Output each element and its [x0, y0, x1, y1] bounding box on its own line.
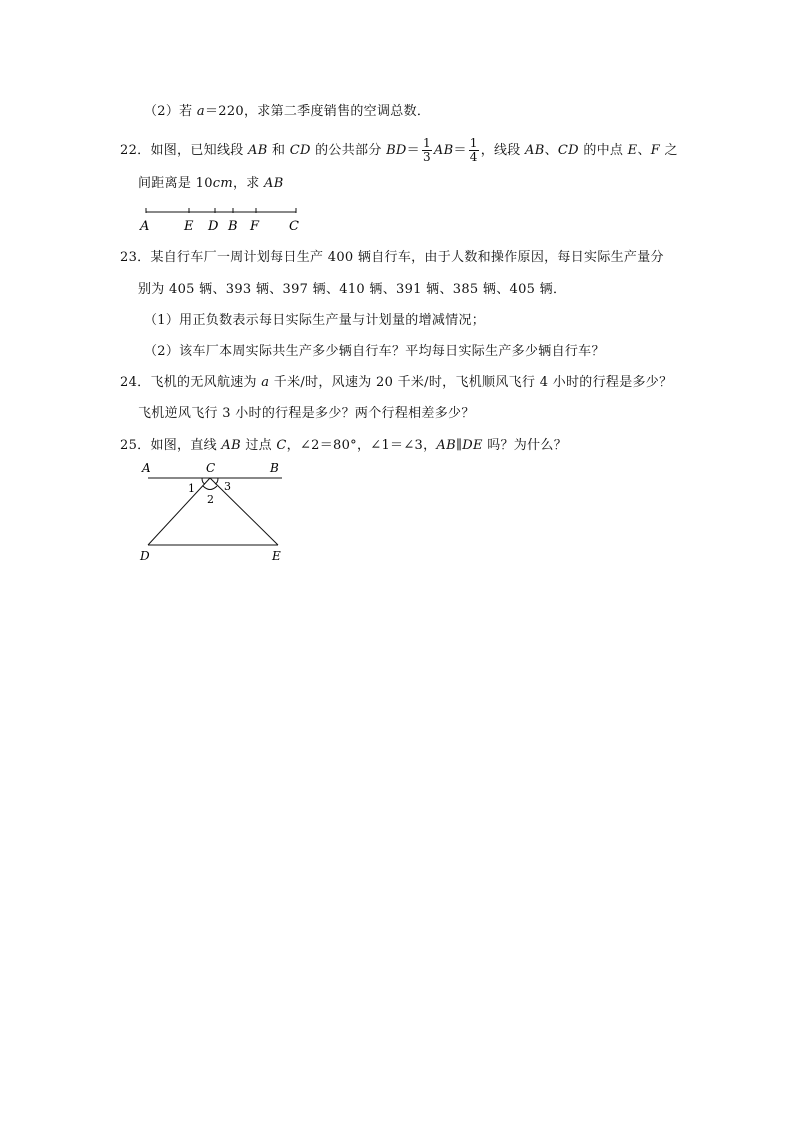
label-f: F: [250, 219, 260, 234]
label-a: A: [142, 461, 151, 475]
q25-triangle-figure: [136, 460, 296, 565]
fraction-one-quarter: $\frac{1}{4}$: [469, 136, 478, 164]
label-b: B: [270, 461, 279, 475]
label-d: D: [208, 219, 219, 234]
question-number: 25．: [120, 438, 151, 453]
angle-label-2: 2: [207, 493, 214, 506]
q23-part2: （2）该车厂本周实际共生产多少辆自行车？平均每日实际生产多少辆自行车？: [144, 344, 605, 359]
segment-ce: [210, 478, 278, 545]
label-b: B: [228, 219, 238, 234]
angle-arc-2: [203, 486, 217, 490]
label-a: A: [140, 219, 150, 234]
angle-label-1: 1: [188, 482, 195, 495]
q24-line1: 24．飞机的无风航速为 a 千米/时，风速为 20 千米/时，飞机顺风飞行 4 小时的行程是多少？: [120, 375, 673, 390]
q24-line2: 飞机逆风飞行 3 小时的行程是多少？两个行程相差多少？: [138, 406, 475, 421]
label-e: E: [272, 549, 281, 563]
fraction-one-third: $\frac{1}{3}$: [422, 136, 431, 164]
question-number: 24．: [120, 375, 151, 390]
question-number: 23．: [120, 250, 151, 265]
q23-line2: 别为 405 辆、393 辆、397 辆、410 辆、391 辆、385 辆、405 辆．: [138, 282, 567, 297]
q23-part1: （1）用正负数表示每日实际生产量与计划量的增减情况；: [144, 313, 486, 328]
q22-segment-figure: [136, 200, 312, 236]
q21-part2: （2）若 a＝220，求第二季度销售的空调总数．: [144, 104, 431, 119]
segment-cd: [148, 478, 210, 545]
q22-line2: 间距离是 10cm，求 AB: [138, 176, 284, 191]
label-e: E: [184, 219, 194, 234]
label-c: C: [289, 219, 299, 234]
q25-line1: 25．如图，直线 AB 过点 C，∠2＝80°，∠1＝∠3，AB∥DE 吗？为什么？: [120, 438, 567, 453]
angle-arc-1: [202, 478, 205, 484]
question-number: 22．: [120, 143, 151, 158]
angle-label-3: 3: [224, 480, 231, 493]
label-d: D: [140, 549, 150, 563]
q22-line1: 22．如图，已知线段 AB 和 CD 的公共部分 BD＝ $\frac{1}{3}$ AB＝ $\frac{1}{4}$ ，线段 AB、CD 的中点 E、F 之: [120, 136, 678, 164]
q23-line1: 23．某自行车厂一周计划每日生产 400 辆自行车，由于人数和操作原因，每日实际生产量分: [120, 250, 664, 265]
label-c: C: [206, 461, 216, 475]
